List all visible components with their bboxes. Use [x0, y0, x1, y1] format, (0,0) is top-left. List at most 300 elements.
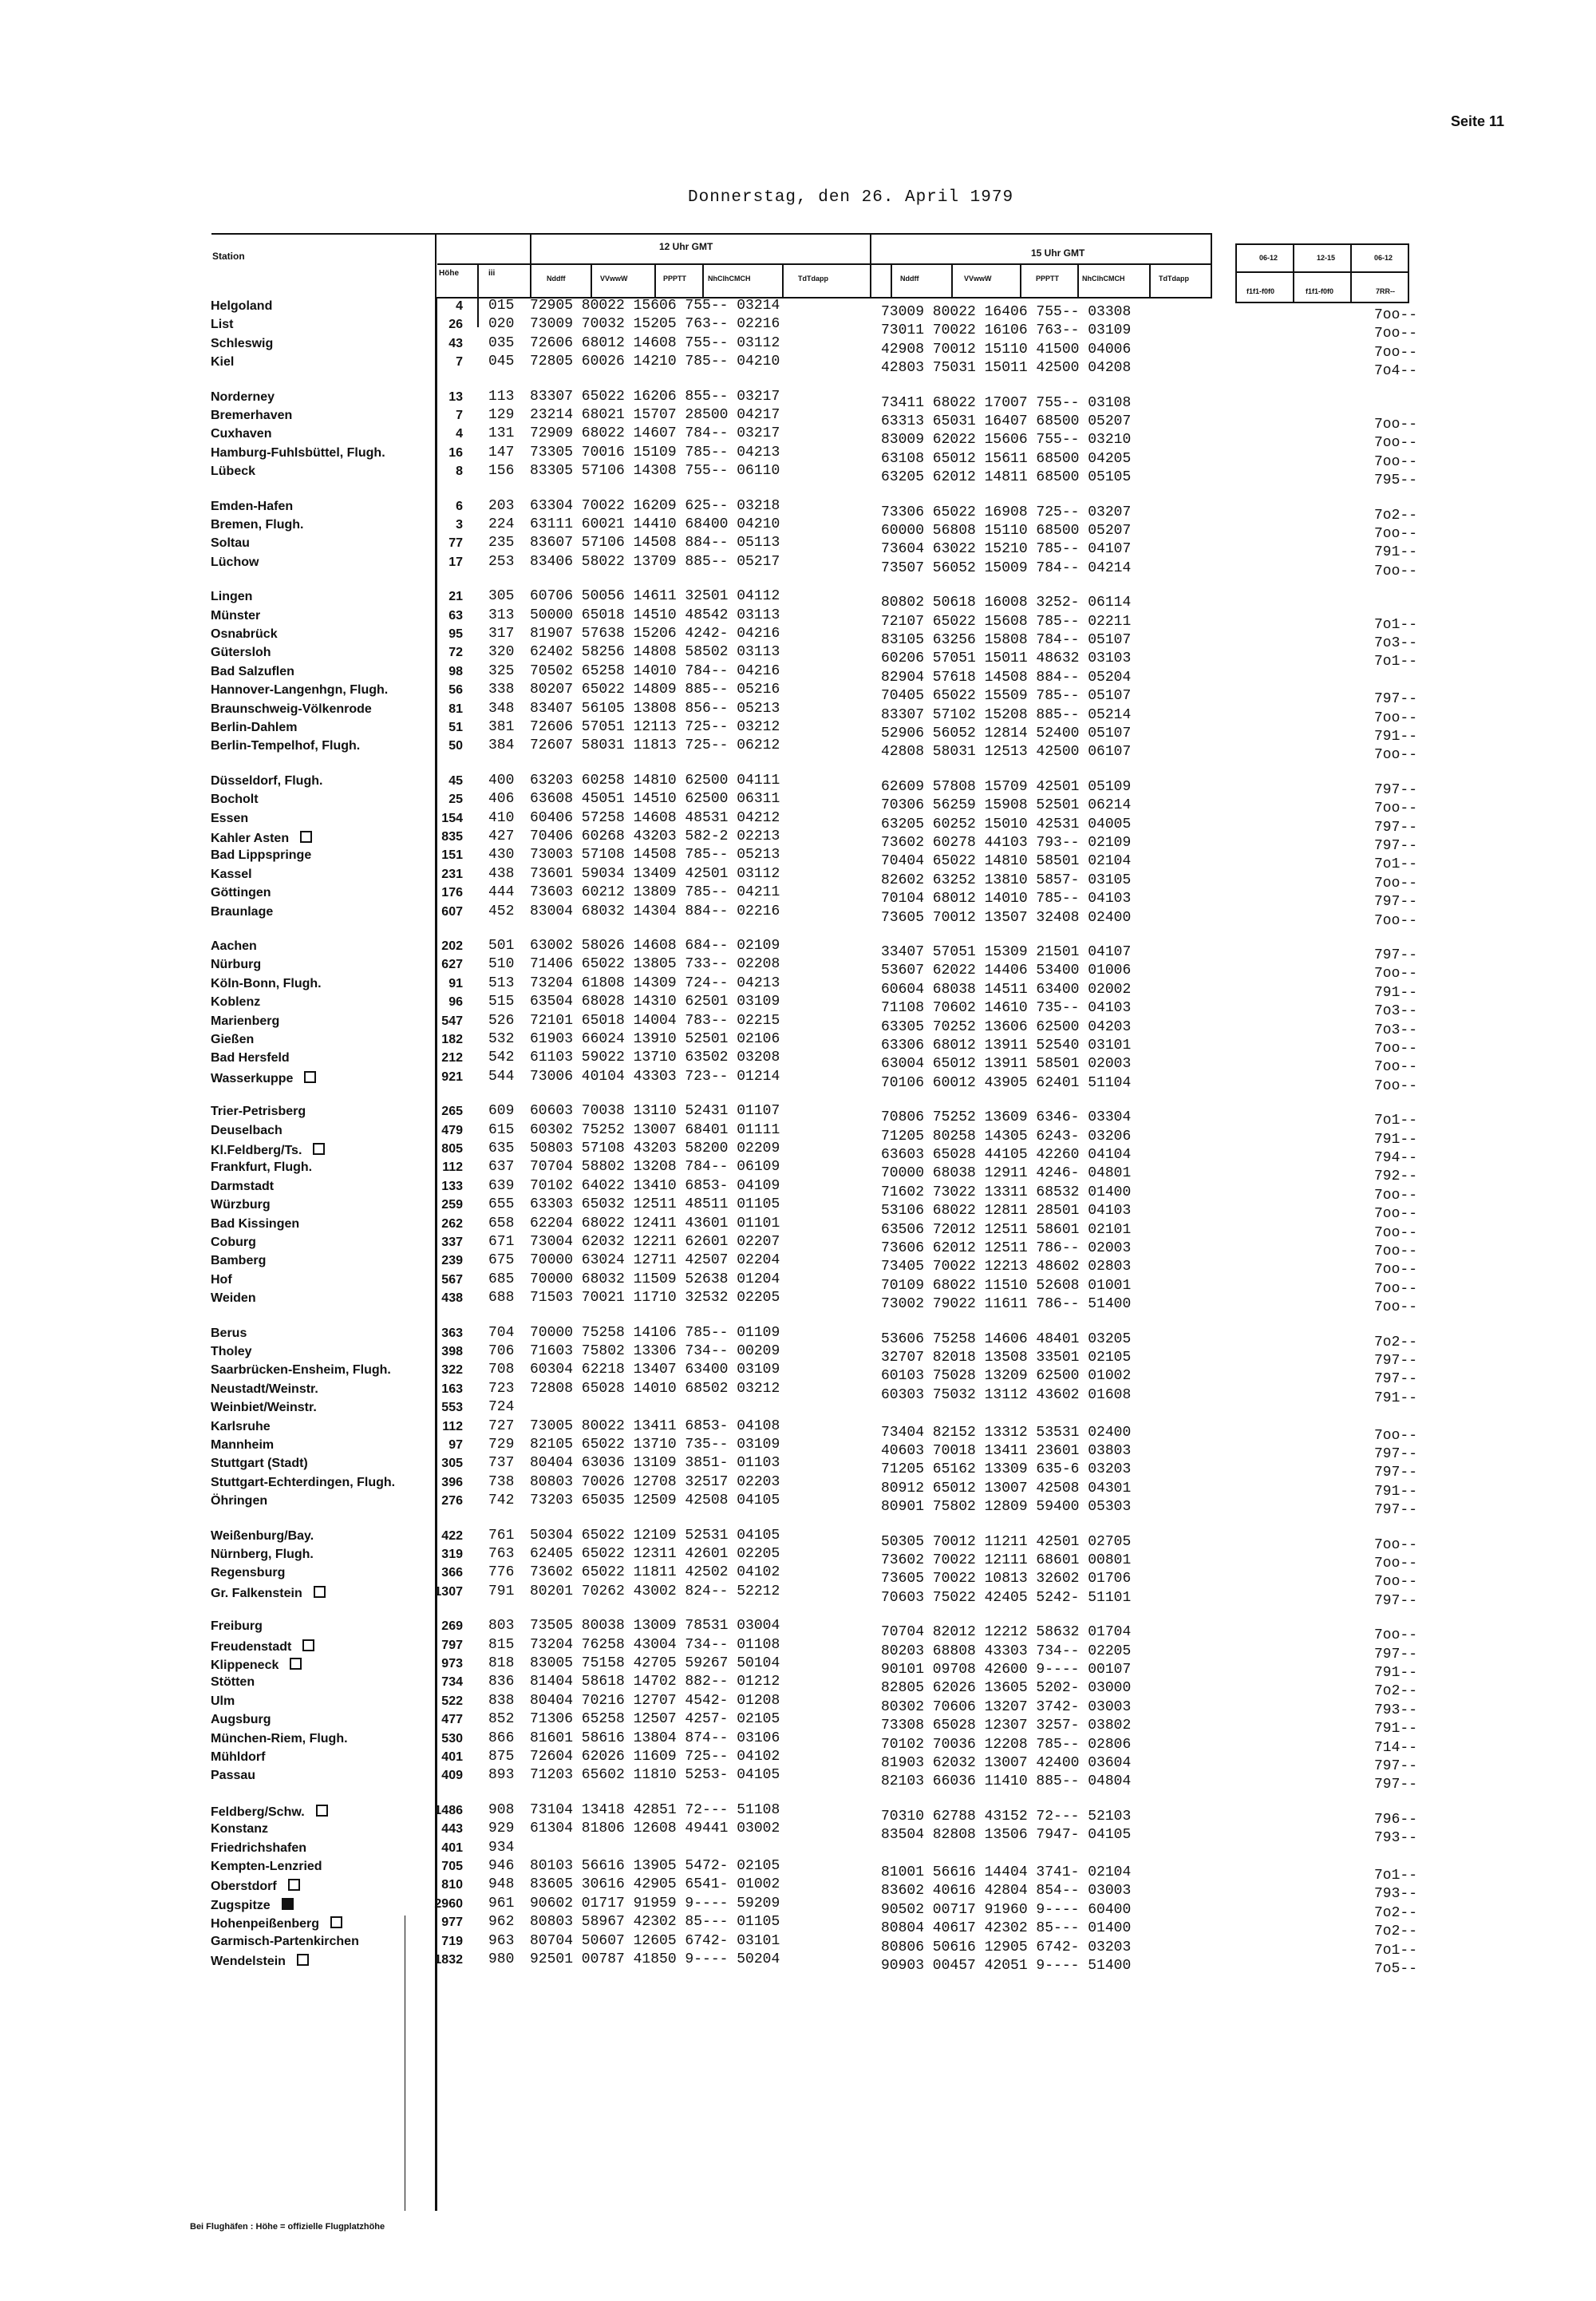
precip-code: 7oo-- [1374, 1078, 1418, 1094]
obs-12-utc: 50000 65018 14510 48542 03113 [530, 607, 780, 623]
obs-12-utc: 61103 59022 13710 63502 03208 [530, 1050, 780, 1065]
station-hoehe: 21 [448, 590, 463, 603]
obs-15-utc: 33407 57051 15309 21501 04107 [881, 944, 1132, 960]
station-name [211, 1218, 299, 1231]
precip-code: 7oo-- [1374, 417, 1418, 433]
precip-code: 7oo-- [1374, 1243, 1418, 1259]
station-name [211, 1567, 285, 1579]
obs-15-utc: 62609 57808 15709 42501 05109 [881, 779, 1132, 795]
obs-12-utc: 70406 60268 43203 582-2 02213 [530, 828, 780, 844]
station-label: Würzburg [211, 1198, 271, 1212]
station-name [211, 887, 271, 899]
obs-15-utc: 73604 63022 15210 785-- 04107 [881, 541, 1132, 557]
station-name [211, 1658, 302, 1672]
obs-15-utc: 73009 80022 16406 755-- 03308 [881, 304, 1132, 320]
station-hoehe: 163 [441, 1382, 463, 1396]
obs-12-utc: 72101 65018 14004 783-- 02215 [530, 1013, 780, 1029]
station-number: 908 [488, 1802, 515, 1818]
station-number: 427 [488, 828, 515, 844]
station-hoehe: 1832 [434, 1953, 463, 1967]
obs-15-utc: 70102 70036 12208 785-- 02806 [881, 1737, 1132, 1753]
precip-code: 797-- [1374, 820, 1418, 836]
obs-15-utc: 60604 68038 14511 63400 02002 [881, 982, 1132, 998]
obs-15-utc: 90101 09708 42600 9---- 00107 [881, 1662, 1132, 1678]
station-label: Nürnberg, Flugh. [211, 1548, 314, 1561]
station-name [211, 959, 261, 971]
precip-code: 7o1-- [1374, 617, 1418, 633]
obs-12-utc: 72606 68012 14608 755-- 03112 [530, 335, 780, 351]
obs-12-utc: 80803 58967 42302 85--- 01105 [530, 1914, 780, 1930]
station-label: Freiburg [211, 1619, 263, 1633]
obs-15-utc: 63306 68012 13911 52540 03101 [881, 1038, 1132, 1054]
station-name [211, 428, 271, 441]
obs-15-utc: 32707 82018 13508 33501 02105 [881, 1350, 1132, 1366]
station-name [211, 500, 293, 513]
station-name [211, 722, 297, 734]
obs-12-utc: 73601 59034 13409 42501 03112 [530, 866, 780, 882]
obs-12-utc: 72604 62026 11609 725-- 04102 [530, 1749, 780, 1765]
station-label: Oberstdorf [211, 1880, 277, 1893]
precip-code: 7o1-- [1374, 1868, 1418, 1884]
header-12-gmt: 12 Uhr GMT [659, 241, 713, 252]
station-hoehe: 72 [448, 646, 463, 659]
precip-code: 7oo-- [1374, 1299, 1418, 1315]
obs-15-utc: 70310 62788 43152 72--- 52103 [881, 1809, 1132, 1825]
precip-code: 791-- [1374, 1132, 1418, 1148]
precip-code: 796-- [1374, 1812, 1418, 1828]
precip-code: 7o5-- [1374, 1961, 1418, 1977]
station-number: 723 [488, 1381, 515, 1397]
station-number: 729 [488, 1437, 515, 1453]
obs-12-utc: 80103 56616 13905 5472- 02105 [530, 1858, 780, 1874]
page-title: Donnerstag, den 26. April 1979 [688, 188, 1014, 207]
station-label: Kempten-Lenzried [211, 1860, 322, 1873]
station-name [211, 1639, 314, 1654]
obs-15-utc: 60303 75032 13112 43602 01608 [881, 1387, 1132, 1403]
precip-code: 797-- [1374, 1371, 1418, 1387]
station-label: Münster [211, 609, 261, 623]
station-number: 320 [488, 644, 515, 660]
precip-code: 7oo-- [1374, 1574, 1418, 1590]
precip-code: 7o2-- [1374, 1905, 1418, 1921]
station-label: Soltau [211, 536, 250, 550]
station-name [211, 1236, 256, 1249]
obs-15-utc: 60000 56808 15110 68500 05207 [881, 523, 1132, 539]
station-label: Lübeck [211, 465, 256, 478]
station-hoehe: 305 [441, 1457, 463, 1470]
station-hoehe: 182 [441, 1033, 463, 1046]
station-hoehe: 95 [448, 627, 463, 641]
obs-15-utc: 71205 65162 13309 635-6 03203 [881, 1461, 1132, 1477]
precip-code: 791-- [1374, 985, 1418, 1001]
station-label: Coburg [211, 1236, 256, 1249]
obs-12-utc: 60603 70038 13110 52431 01107 [530, 1103, 780, 1119]
obs-15-utc: 72107 65022 15608 785-- 02211 [881, 614, 1132, 630]
station-name [211, 940, 257, 953]
station-name [211, 409, 292, 422]
obs-15-utc: 73011 70022 16106 763-- 03109 [881, 322, 1132, 338]
precip-code: 7oo-- [1374, 1627, 1418, 1643]
station-label: Wendelstein [211, 1955, 286, 1968]
precip-code: 797-- [1374, 894, 1418, 910]
station-number: 866 [488, 1730, 515, 1746]
station-hoehe: 319 [441, 1548, 463, 1561]
station-label: Lüchow [211, 555, 259, 569]
station-name [211, 1769, 255, 1782]
station-label: Norderney [211, 390, 275, 404]
obs-12-utc: 72805 60026 14210 785-- 04210 [530, 354, 780, 370]
station-hoehe: 396 [441, 1476, 463, 1489]
station-number: 815 [488, 1637, 515, 1653]
station-name [211, 1143, 325, 1157]
station-label: List [211, 318, 234, 331]
station-label: Stuttgart (Stadt) [211, 1457, 308, 1470]
station-number: 452 [488, 903, 515, 919]
station-name [211, 1898, 294, 1912]
station-hoehe: 337 [441, 1236, 463, 1249]
station-label: Wasserkuppe [211, 1072, 294, 1085]
station-hoehe: 977 [441, 1916, 463, 1929]
station-hoehe: 530 [441, 1732, 463, 1746]
obs-12-utc: 61304 81806 12608 49441 03002 [530, 1821, 780, 1836]
station-hoehe: 13 [448, 390, 463, 404]
obs-15-utc: 42808 58031 12513 42500 06107 [881, 744, 1132, 760]
precip-code: 7oo-- [1374, 1188, 1418, 1204]
obs-15-utc: 73605 70022 10813 32602 01706 [881, 1571, 1132, 1587]
mountain-station-marker-icon [297, 1954, 309, 1966]
station-number: 639 [488, 1178, 515, 1194]
station-hoehe: 212 [441, 1051, 463, 1065]
mountain-station-marker-icon [304, 1071, 316, 1083]
station-number: 235 [488, 535, 515, 551]
obs-15-utc: 80806 50616 12905 6742- 03203 [881, 1939, 1132, 1955]
precip-code: 797-- [1374, 947, 1418, 963]
station-name [211, 1620, 263, 1633]
precip-code: 7oo-- [1374, 710, 1418, 726]
header-12-c4: NhClhCMCH [708, 275, 751, 283]
station-label: Passau [211, 1769, 256, 1782]
obs-12-utc: 70502 65258 14010 784-- 04216 [530, 663, 780, 679]
precip-code: 7o1-- [1374, 1113, 1418, 1129]
obs-12-utc: 83005 75158 42705 59267 50104 [530, 1655, 780, 1671]
station-hoehe: 269 [441, 1619, 463, 1633]
mountain-station-marker-icon [300, 831, 312, 843]
obs-15-utc: 63305 70252 13606 62500 04203 [881, 1019, 1132, 1035]
precip-code: 7oo-- [1374, 454, 1418, 470]
station-number: 325 [488, 663, 515, 679]
station-label: Kassel [211, 868, 252, 881]
station-number: 963 [488, 1933, 515, 1949]
station-name [211, 338, 273, 350]
obs-15-utc: 82805 62026 13605 5202- 03000 [881, 1680, 1132, 1696]
obs-12-utc: 62204 68022 12411 43601 01101 [530, 1216, 780, 1232]
station-label: Berus [211, 1326, 247, 1340]
station-name [211, 556, 259, 569]
station-name [211, 1860, 322, 1873]
obs-12-utc: 73006 40104 43303 723-- 01214 [530, 1069, 780, 1085]
station-label: Kiel [211, 355, 235, 369]
station-name [211, 1274, 232, 1287]
station-number: 852 [488, 1711, 515, 1727]
station-name [211, 300, 272, 313]
obs-15-utc: 73606 62012 12511 786-- 02003 [881, 1240, 1132, 1256]
station-number: 510 [488, 956, 515, 972]
station-label: Bamberg [211, 1254, 267, 1267]
station-name [211, 1495, 267, 1508]
obs-12-utc: 73505 80038 13009 78531 03004 [530, 1618, 780, 1634]
obs-15-utc: 63506 72012 12511 58601 02101 [881, 1222, 1132, 1238]
station-name [211, 1161, 312, 1174]
obs-15-utc: 71108 70602 14610 735-- 04103 [881, 1000, 1132, 1016]
station-number: 348 [488, 701, 515, 717]
precip-code: 791-- [1374, 1390, 1418, 1406]
precip-code: 7oo-- [1374, 563, 1418, 579]
obs-15-utc: 73411 68022 17007 755-- 03108 [881, 395, 1132, 411]
station-name [211, 793, 259, 806]
obs-12-utc: 83607 57106 14508 884-- 05113 [530, 535, 780, 551]
obs-15-utc: 70404 65022 14810 58501 02104 [881, 853, 1132, 869]
precip-code: 7oo-- [1374, 307, 1418, 323]
station-number: 544 [488, 1069, 515, 1085]
obs-12-utc: 70000 63024 12711 42507 02204 [530, 1252, 780, 1268]
precip-code: 7oo-- [1374, 801, 1418, 816]
station-hoehe: 133 [441, 1180, 463, 1193]
obs-12-utc: 73603 60212 13809 785-- 04211 [530, 884, 780, 900]
station-label: Zugspitze [211, 1899, 271, 1912]
obs-12-utc: 80207 65022 14809 885-- 05216 [530, 682, 780, 698]
precip-code: 7oo-- [1374, 435, 1418, 451]
station-hoehe: 112 [442, 1420, 463, 1433]
station-number: 515 [488, 994, 515, 1010]
station-label: Koblenz [211, 995, 261, 1009]
station-label: Neustadt/Weinstr. [211, 1382, 318, 1396]
obs-12-utc: 80404 70216 12707 4542- 01208 [530, 1693, 780, 1709]
precip-code: 795-- [1374, 472, 1418, 488]
obs-15-utc: 70106 60012 43905 62401 51104 [881, 1075, 1132, 1091]
station-name [211, 868, 252, 881]
station-number: 962 [488, 1914, 515, 1930]
obs-12-utc: 70704 58802 13208 784-- 06109 [530, 1159, 780, 1175]
station-name [211, 391, 275, 404]
station-name [211, 1180, 274, 1193]
obs-15-utc: 70704 82012 12212 58632 01704 [881, 1624, 1132, 1640]
station-number: 338 [488, 682, 515, 698]
obs-15-utc: 63205 60252 15010 42531 04005 [881, 816, 1132, 832]
station-number: 305 [488, 588, 515, 604]
station-hoehe: 973 [441, 1657, 463, 1670]
precip-code: 7oo-- [1374, 1281, 1418, 1297]
obs-15-utc: 50305 70012 11211 42501 02705 [881, 1534, 1132, 1550]
station-number: 317 [488, 626, 515, 642]
station-number: 803 [488, 1618, 515, 1634]
station-hoehe: 43 [448, 337, 463, 350]
station-hoehe: 276 [441, 1494, 463, 1508]
station-hoehe: 4 [456, 299, 463, 313]
precip-code: 791-- [1374, 1484, 1418, 1500]
station-name [211, 849, 311, 862]
precip-code: 7o4-- [1374, 363, 1418, 379]
obs-15-utc: 63313 65031 16407 68500 05207 [881, 413, 1132, 429]
station-hoehe: 63 [448, 609, 463, 623]
page-number: Seite 11 [1451, 113, 1505, 129]
station-name [211, 703, 372, 716]
station-number: 015 [488, 298, 515, 314]
station-number: 131 [488, 425, 515, 441]
precip-code: 797-- [1374, 1777, 1418, 1793]
station-label: Ulm [211, 1694, 235, 1708]
station-number: 045 [488, 354, 515, 370]
station-number: 961 [488, 1896, 515, 1912]
station-name [211, 537, 250, 550]
precip-code: 797-- [1374, 1502, 1418, 1518]
obs-12-utc: 73305 70016 15109 785-- 04213 [530, 445, 780, 461]
station-hoehe: 1307 [434, 1585, 463, 1599]
mountain-station-marker-icon [314, 1586, 326, 1598]
obs-12-utc: 63303 65032 12511 48511 01105 [530, 1196, 780, 1212]
obs-12-utc: 50803 57108 43203 58200 02209 [530, 1141, 780, 1156]
precip-code: 7oo-- [1374, 966, 1418, 982]
station-number: 438 [488, 866, 515, 882]
obs-15-utc: 53606 75258 14606 48401 03205 [881, 1331, 1132, 1347]
station-name [211, 1916, 342, 1931]
obs-12-utc: 62405 65022 12311 42601 02205 [530, 1546, 780, 1562]
station-number: 655 [488, 1196, 515, 1212]
mountain-station-marker-icon [316, 1805, 328, 1817]
obs-12-utc: 60406 57258 14608 48531 04212 [530, 810, 780, 826]
station-name [211, 1751, 265, 1764]
station-label: Kl.Feldberg/Ts. [211, 1144, 302, 1157]
station-name [211, 519, 303, 532]
obs-12-utc: 72607 58031 11813 725-- 06212 [530, 737, 780, 753]
station-label: Frankfurt, Flugh. [211, 1160, 313, 1174]
precip-code: 7oo-- [1374, 1556, 1418, 1572]
station-label: Gütersloh [211, 646, 271, 659]
station-hoehe: 719 [441, 1935, 463, 1948]
obs-15-utc: 42803 75031 15011 42500 04208 [881, 360, 1132, 376]
station-number: 791 [488, 1583, 515, 1599]
precip-code: 791-- [1374, 1721, 1418, 1737]
header-right-ff1: f1f1-f0f0 [1246, 287, 1275, 295]
station-name [211, 1364, 391, 1377]
station-number: 948 [488, 1876, 515, 1892]
station-hoehe: 96 [448, 995, 463, 1009]
station-hoehe: 705 [441, 1860, 463, 1873]
precip-code: 7oo-- [1374, 1206, 1418, 1222]
station-hoehe: 401 [441, 1841, 463, 1855]
station-number: 513 [488, 975, 515, 991]
station-label: Gr. Falkenstein [211, 1587, 302, 1600]
station-hoehe: 477 [441, 1713, 463, 1726]
obs-15-utc: 63108 65012 15611 68500 04205 [881, 451, 1132, 467]
station-label: Kahler Asten [211, 832, 290, 845]
station-label: München-Riem, Flugh. [211, 1732, 348, 1746]
station-hoehe: 734 [441, 1675, 463, 1689]
station-hoehe: 366 [441, 1566, 463, 1579]
header-12-c2: VVwwW [600, 275, 628, 283]
station-number: 727 [488, 1418, 515, 1434]
station-number: 929 [488, 1821, 515, 1836]
station-name [211, 1457, 308, 1470]
obs-15-utc: 81903 62032 13007 42400 03604 [881, 1755, 1132, 1771]
station-label: Berlin-Dahlem [211, 721, 298, 734]
obs-12-utc: 83004 68032 14304 884-- 02216 [530, 903, 780, 919]
station-hoehe: 607 [441, 905, 463, 919]
station-number: 763 [488, 1546, 515, 1562]
precip-code: 7oo-- [1374, 913, 1418, 929]
obs-12-utc: 80704 50607 12605 6742- 03101 [530, 1933, 780, 1949]
station-label: Saarbrücken-Ensheim, Flugh. [211, 1363, 391, 1377]
station-number: 253 [488, 554, 515, 570]
station-name [211, 318, 233, 331]
precip-code: 791-- [1374, 544, 1418, 560]
header-15-c3: PPPTT [1036, 275, 1060, 283]
obs-12-utc: 71203 65602 11810 5253- 04105 [530, 1767, 780, 1783]
header-12-c5: TdTdapp [798, 275, 828, 283]
station-number: 704 [488, 1325, 515, 1341]
station-hoehe: 8 [456, 465, 463, 478]
station-number: 685 [488, 1271, 515, 1287]
obs-12-utc: 71406 65022 13805 733-- 02208 [530, 956, 780, 972]
obs-15-utc: 90502 00717 91960 9---- 60400 [881, 1902, 1132, 1918]
station-hoehe: 479 [441, 1124, 463, 1137]
precip-code: 7o2-- [1374, 1334, 1418, 1350]
precip-code: 797-- [1374, 1647, 1418, 1662]
station-label: Garmisch-Partenkirchen [211, 1935, 359, 1948]
obs-12-utc: 61903 66024 13910 52501 02106 [530, 1031, 780, 1047]
obs-15-utc: 80912 65012 13007 42508 04301 [881, 1481, 1132, 1496]
station-hoehe: 322 [441, 1363, 463, 1377]
station-hoehe: 443 [441, 1822, 463, 1836]
station-name [211, 1879, 300, 1893]
obs-15-utc: 53106 68022 12811 28501 04103 [881, 1203, 1132, 1219]
station-name [211, 1383, 318, 1396]
obs-12-utc: 83305 57106 14308 755-- 06110 [530, 463, 780, 479]
station-hoehe: 17 [448, 555, 463, 569]
station-hoehe: 921 [441, 1070, 463, 1084]
obs-15-utc: 70306 56259 15908 52501 06214 [881, 797, 1132, 813]
precip-code: 7oo-- [1374, 747, 1418, 763]
header-15-c2: VVwwW [964, 275, 992, 283]
header-12-c3: PPPTT [663, 275, 687, 283]
station-hoehe: 265 [441, 1105, 463, 1118]
obs-12-utc: 82105 65022 13710 735-- 03109 [530, 1437, 780, 1453]
station-number: 113 [488, 389, 515, 405]
station-label: Köln-Bonn, Flugh. [211, 977, 322, 990]
station-hoehe: 51 [448, 721, 463, 734]
station-name [211, 1071, 316, 1085]
station-hoehe: 50 [448, 739, 463, 753]
station-name [211, 447, 385, 460]
mountain-station-marker-icon [330, 1916, 342, 1928]
station-hoehe: 91 [448, 977, 463, 990]
station-number: 035 [488, 335, 515, 351]
station-number: 501 [488, 938, 515, 954]
obs-15-utc: 42908 70012 15110 41500 04006 [881, 342, 1132, 358]
station-label: Göttingen [211, 886, 271, 899]
precip-code: 793-- [1374, 1702, 1418, 1718]
obs-12-utc: 73104 13418 42851 72--- 51108 [530, 1802, 780, 1818]
station-name [211, 1586, 326, 1600]
station-name [211, 1199, 271, 1212]
station-label: Darmstadt [211, 1180, 275, 1193]
station-number: 671 [488, 1234, 515, 1250]
station-label: Hof [211, 1273, 232, 1287]
station-label: Weiden [211, 1291, 256, 1305]
obs-15-utc: 70104 68012 14010 785-- 04103 [881, 891, 1132, 907]
station-name [211, 1255, 266, 1267]
station-hoehe: 363 [441, 1326, 463, 1340]
obs-12-utc: 72909 68022 14607 784-- 03217 [530, 425, 780, 441]
